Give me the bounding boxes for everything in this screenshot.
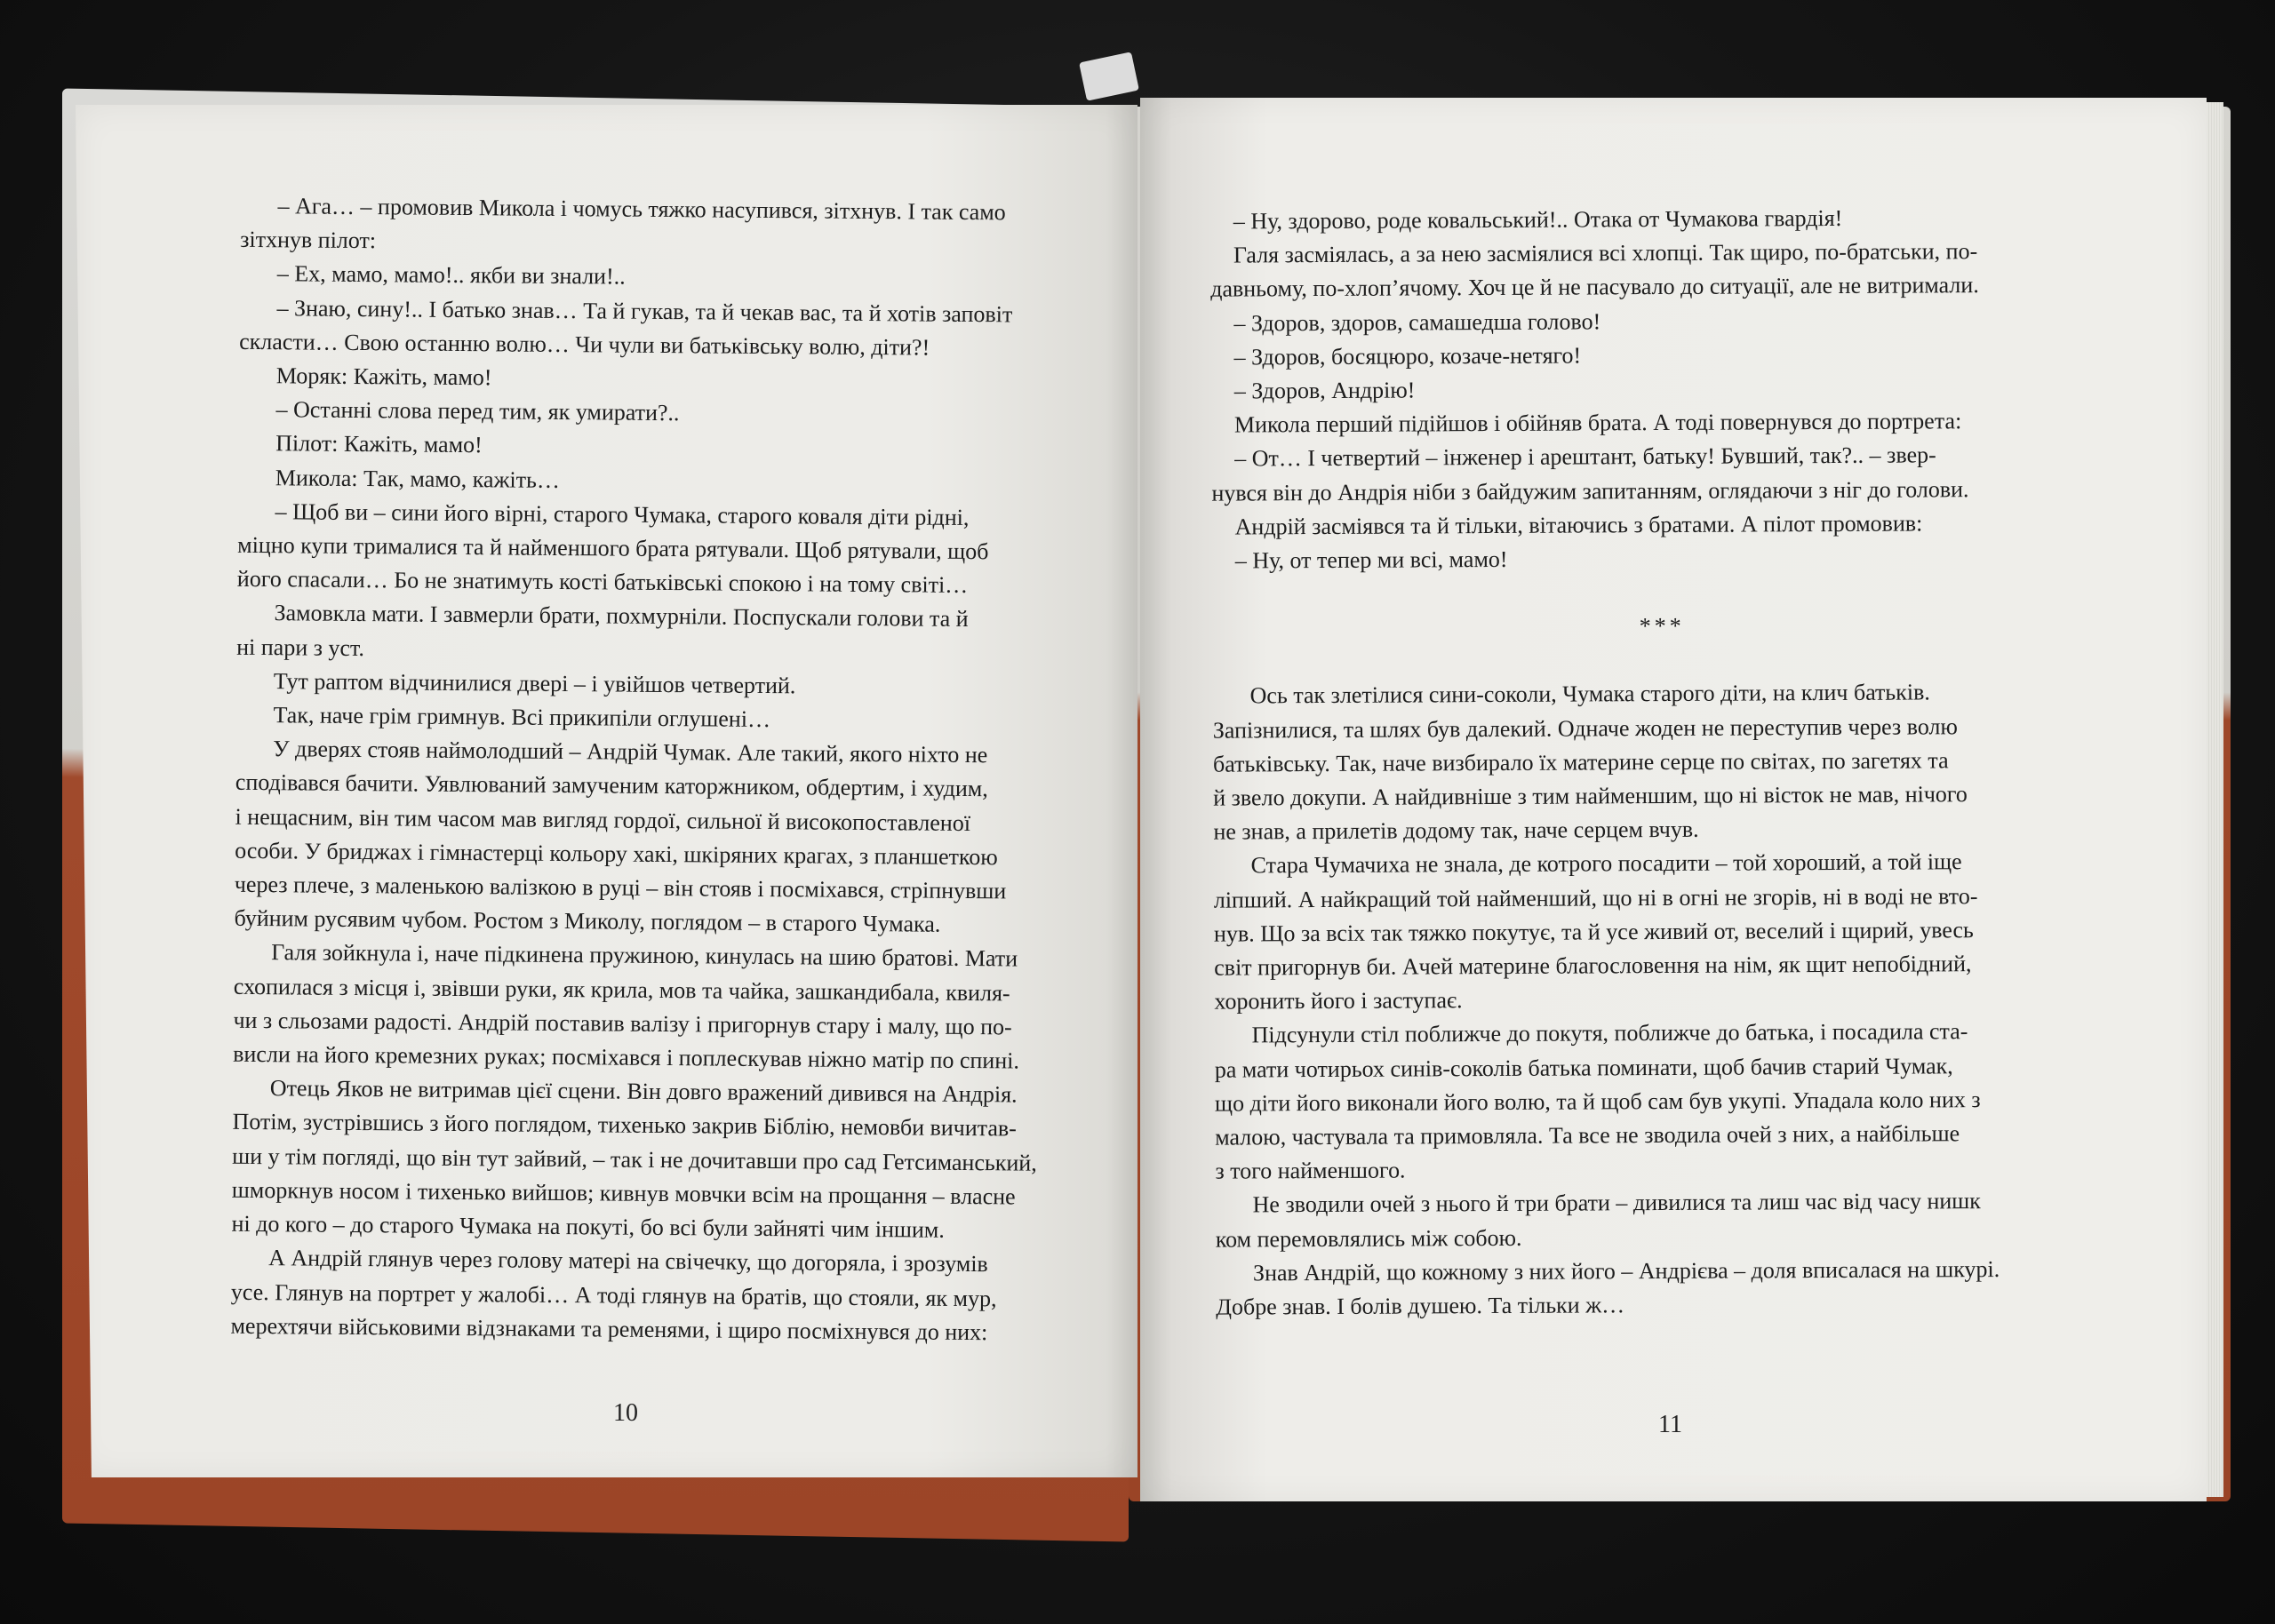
text-line: малою, частувала та примовляла. Та все не зводила очей з них, а найбільше — [1215, 1120, 1960, 1150]
page-edges — [2204, 102, 2223, 1497]
text-line: ши у тім погляді, що він тут зайвий, – так і не дочитавши про сад Гетсиманський, — [232, 1142, 1037, 1176]
text-line: – Здоров, Андрію! — [1233, 377, 1416, 404]
page-number-right: 11 — [1658, 1411, 1682, 1438]
text-line: висли на його кремезних руках; посміхався і поплескував ніжно матір по спині. — [233, 1040, 1020, 1074]
section-separator: *** — [1639, 613, 1685, 640]
text-line: Підсунули стіл поближче до покутя, поближче до батька, і посадила ста- — [1251, 1018, 1968, 1048]
text-line: ні до кого – до старого Чумака на покуті, бо всі були зайняті чим іншим. — [231, 1210, 945, 1243]
text-line: – Ну, от тепер ми всі, мамо! — [1234, 545, 1508, 574]
text-line: мерехтячи військовими відзнаками та ременями, і щиро посміхнувся до них: — [230, 1312, 988, 1345]
text-line: Андрій засміявся та й тільки, вітаючись з братами. А пілот промовив: — [1234, 510, 1923, 540]
text-line: Потім, зустрівшись з його поглядом, тихенько закрив Біблію, немовби вичитав- — [232, 1109, 1018, 1142]
text-line: Галя засміялась, а за нею засміялися всі хлопці. Так щиро, по-братськи, по- — [1233, 238, 1978, 268]
text-line: Пілот: Кажіть, мамо! — [275, 430, 483, 458]
text-line: – Здоров, здоров, самашедша голово! — [1233, 307, 1601, 337]
text-line: – Щоб ви – сини його вірні, старого Чумака, старого коваля діти рідні, — [275, 498, 970, 530]
left-page-text — [230, 189, 1093, 1350]
text-line: схопилася з місця і, звівши руки, як крила, мов та чайка, зашкандибала, квиля- — [233, 973, 1010, 1007]
text-line: сподівався бачити. Уявлюваний замученим каторжником, обдертим, і худим, — [235, 769, 988, 802]
text-line: Замовкла мати. І завмерли брати, похмурніли. Поспускали голови та й — [274, 600, 969, 633]
text-line: – Ех, мамо, мамо!.. якби ви знали!.. — [276, 260, 626, 291]
text-line: Так, наче грім гримнув. Всі прикипіли оглушені… — [273, 702, 771, 733]
page-number-left: 10 — [613, 1399, 638, 1427]
text-line: хоронить його і заступає. — [1214, 987, 1463, 1015]
text-line: й звело докупи. А найдивніше з тим найменшим, що ні вісток не мав, нічого — [1213, 781, 1968, 811]
text-line: через плече, з маленькою валізкою в руці – він стояв і посміхався, стріпнувши — [234, 871, 1007, 904]
text-line: Тут раптом відчинилися двері – і увійшов четвертий. — [273, 668, 796, 699]
text-line: нув. Що за всіх так тяжко покутує, та й усе живий от, веселий і щирий, увесь — [1213, 917, 1974, 947]
text-line: чи з сльозами радості. Андрій поставив валізу і пригорнув стару і малу, що по- — [233, 1007, 1012, 1040]
text-line: світ пригорнув би. Ачей материне благословення на нім, як щит непобідний, — [1214, 951, 1972, 981]
text-line: давньому, по-хлоп’ячому. Хоч це й не пасувало до ситуації, але не витримали. — [1210, 272, 1979, 303]
text-line: усе. Глянув на портрет у жалобі… А тоді глянув на братів, що стояли, як мур, — [230, 1278, 997, 1311]
text-line: Стара Чумачиха не знала, де котрого посадити – той хороший, а той іще — [1250, 848, 1962, 879]
text-line: що діти його виконали його волю, та й щоб сам був укупі. Упадала коло них з — [1214, 1087, 1981, 1117]
text-line: з того найменшого. — [1215, 1157, 1406, 1184]
text-line: не знав, а прилетів додому так, наче серцем вчув. — [1213, 816, 1699, 845]
text-line: – Ага… – промовив Микола і чомусь тяжко насупився, зітхнув. І так само — [277, 193, 1006, 226]
section-gap — [1212, 574, 2111, 612]
text-line: – Ну, здорово, роде ковальський!.. Отака от Чумакова гвардія! — [1233, 204, 1843, 235]
right-page-text-bottom — [1213, 675, 2116, 1325]
text-line: буйним русявим чубом. Ростом з Миколу, поглядом – в старого Чумака. — [234, 905, 941, 938]
text-line: Запізнилися, та шлях був далекий. Одначе жоден не переступив через волю — [1212, 712, 1958, 744]
text-line: шморкнув носом і тихенько вийшов; кивнув мовчки всім на прощання – власне — [231, 1176, 1016, 1210]
text-line: міцно купи трималися та й найменшого брата рятували. Щоб рятували, щоб — [237, 531, 989, 565]
text-line: скласти… Свою останню волю… Чи чули ви батьківську волю, діти?! — [239, 328, 930, 361]
text-line: ком перемовлялись між собою. — [1215, 1224, 1522, 1253]
text-line: нувся він до Андрія ніби з байдужим запитанням, оглядаючи з ніг до голови. — [1211, 475, 1969, 506]
text-line: його спасали… Бо не знатимуть кості батьківські спокою і на тому світі… — [236, 566, 969, 599]
text-line: Отець Яков не витримав цієї сцени. Він довго вражений дивився на Андрія. — [269, 1075, 1018, 1108]
text-line: Добре знав. І болів душею. Та тільки ж… — [1216, 1292, 1625, 1320]
text-line: Галя зойкнула і, наче підкинена пружиною, кинулась на шию братові. Мати — [271, 939, 1018, 972]
bookmark-ribbon — [1079, 52, 1139, 101]
text-line: зітхнув пілот: — [240, 227, 377, 254]
text-line: Ось так злетілися сини-соколи, Чумака старого діти, на клич батьків. — [1249, 679, 1930, 709]
right-page-text — [1210, 200, 2116, 1325]
text-line: ра мати чотирьох синів-соколів батька поминати, щоб бачив старий Чумак, — [1214, 1052, 1953, 1083]
right-page-text-top — [1210, 200, 2111, 578]
text-line: особи. У бриджах і гімнастерці кольору хакі, шкіряних крагах, з планшеткою — [235, 837, 998, 871]
text-line: – От… І четвертий – інженер і арештант, батьку! Бувший, так?.. – звер- — [1234, 442, 1936, 472]
text-line: ні пари з уст. — [236, 633, 365, 661]
text-line: Не зводили очей з нього й три брати – дивилися та лиш час від часу нишк — [1252, 1188, 1981, 1218]
text-line: Знав Андрій, що кожному з них його – Андрієва – доля вписалася на шкурі. — [1252, 1255, 2000, 1286]
text-line: Микола перший підійшов і обійняв брата. А тоді повернувся до портрета: — [1233, 408, 1962, 438]
text-line: – Здоров, босяцюро, козаче-нетяго! — [1233, 342, 1582, 370]
text-line: і нещасним, він тим часом мав вигляд гордої, сильної й високопоставленої — [235, 803, 971, 836]
text-line: Моряк: Кажіть, мамо! — [275, 362, 492, 391]
text-line: У дверях стояв наймолодший – Андрій Чумак. Але такий, якого ніхто не — [273, 736, 988, 768]
text-line: батьківську. Так, наче визбирало їх материне серце по світах, по загетях та — [1212, 747, 1949, 777]
text-line: – Знаю, сину!.. І батько знав… Та й гукав, та й чекав вас, та й хотів заповіт — [276, 294, 1013, 328]
text-line: А Андрій глянув через голову матері на свічечку, що догоряла, і зрозумів — [268, 1245, 988, 1278]
section-gap — [1212, 641, 2111, 680]
text-line: ліпший. А найкращий той найменший, що ні в огні не згорів, ні в воді не вто- — [1213, 882, 1978, 913]
text-line: – Останні слова перед тим, як умирати?.. — [275, 396, 680, 426]
text-line: Микола: Так, мамо, кажіть… — [275, 464, 561, 493]
